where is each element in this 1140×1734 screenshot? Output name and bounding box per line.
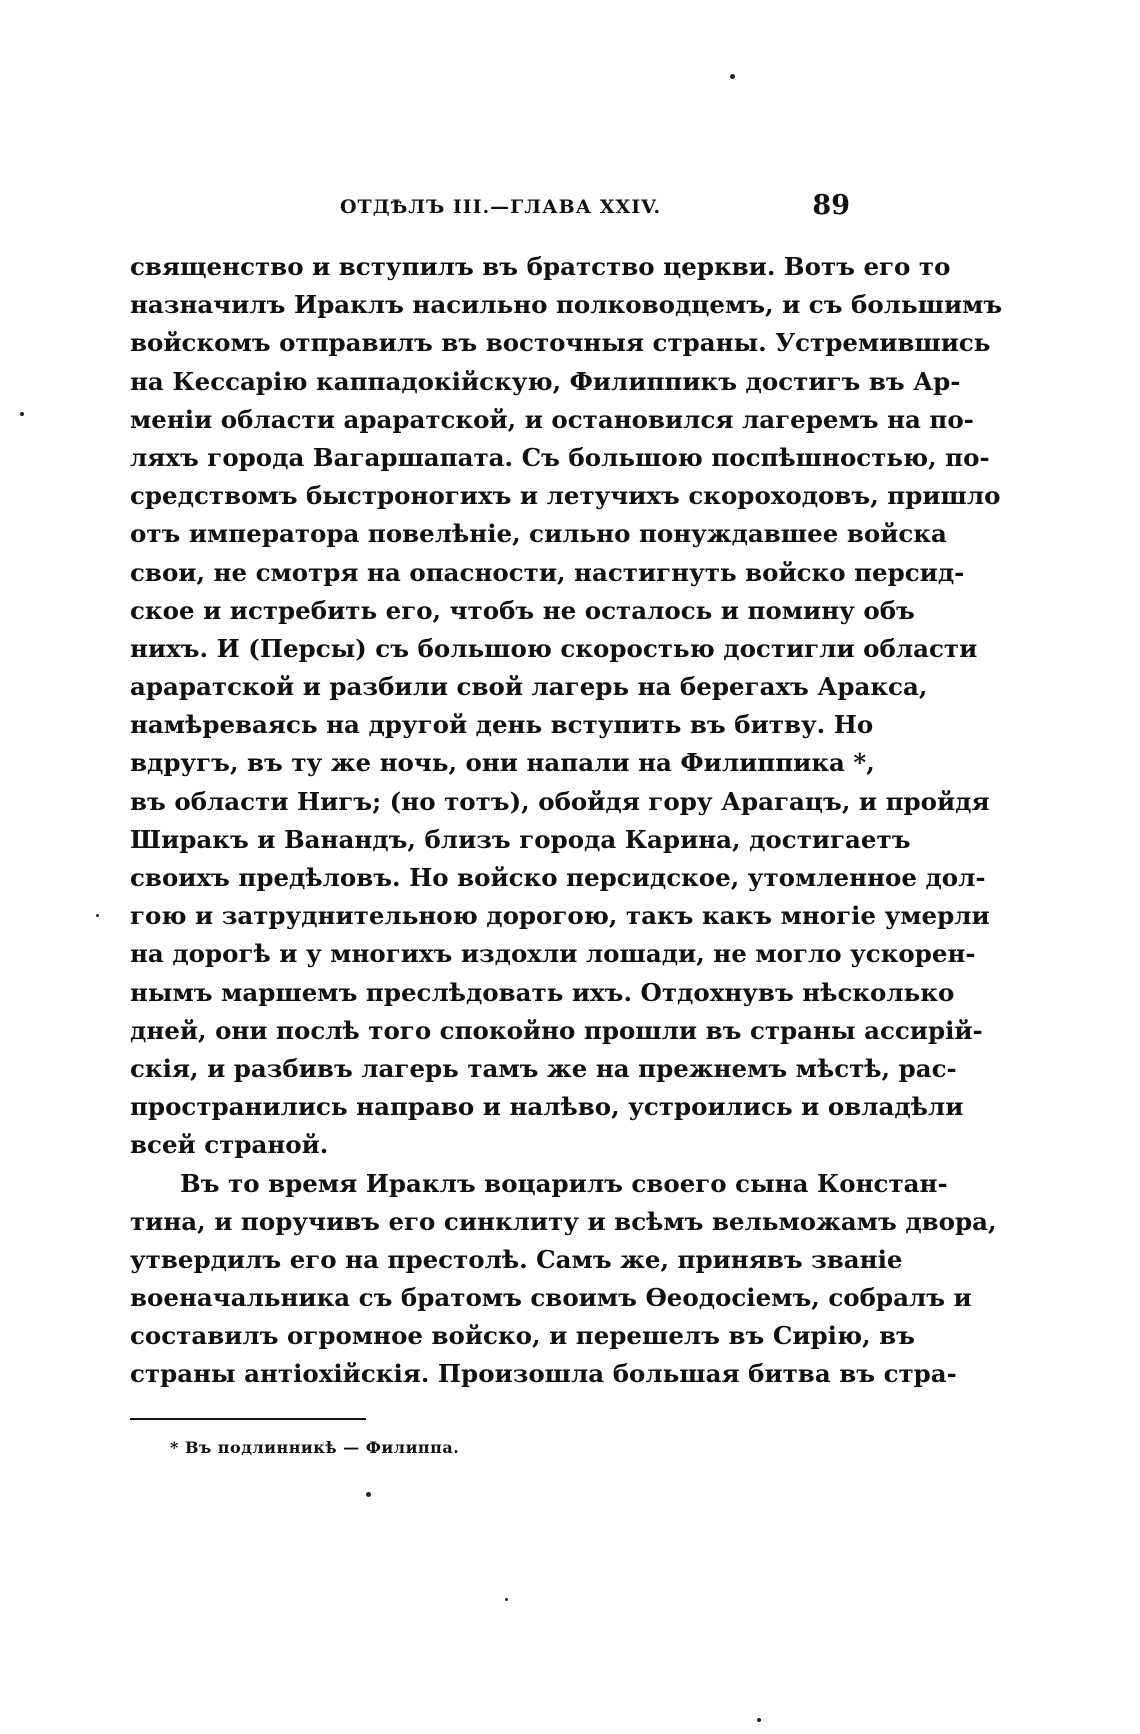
scan-speck xyxy=(96,914,99,917)
scan-speck xyxy=(20,412,24,416)
text-line: тина, и поручивъ его синклиту и всѣмъ вельможамъ двора, xyxy=(130,1206,997,1236)
text-line: скія, и разбивъ лагерь тамъ же на прежнемъ мѣстѣ, рас- xyxy=(130,1053,957,1083)
text-line: средствомъ быстроногихъ и летучихъ скороходовъ, пришло xyxy=(130,481,1001,511)
text-line: меніи области араратской, и остановился лагеремъ на по- xyxy=(130,404,974,434)
text-line: страны антіохійскія. Произошла большая битва въ стра- xyxy=(130,1359,957,1389)
text-line: нымъ маршемъ преслѣдовать ихъ. Отдохнувъ нѣсколько xyxy=(130,977,955,1007)
text-line: на дорогѣ и у многихъ издохли лошади, не могло ускорен- xyxy=(130,939,976,969)
text-line: на Кессарію каппадокійскую, Филиппикъ достигъ въ Ар- xyxy=(130,366,961,396)
text-line: нихъ. И (Персы) съ большою скоростью достигли области xyxy=(130,633,978,663)
scan-speck xyxy=(730,74,735,79)
text-line: Въ то время Ираклъ воцарилъ своего сына Констан- xyxy=(180,1168,948,1198)
text-line: свои, не смотря на опасности, настигнуть войско персид- xyxy=(130,557,965,587)
page-header xyxy=(130,190,850,230)
text-line: утвердилъ его на престолѣ. Самъ же, принявъ званіе xyxy=(130,1244,903,1274)
text-line: гою и затруднительною дорогою, такъ какъ многіе умерли xyxy=(130,901,990,931)
text-line: намѣреваясь на другой день вступить въ битву. Но xyxy=(130,710,874,740)
text-line: ляхъ города Вагаршапата. Съ большою поспѣшностью, по- xyxy=(130,442,990,472)
scan-speck xyxy=(757,1718,761,1722)
text-line: войскомъ отправилъ въ восточныя страны. Устремившись xyxy=(130,328,991,358)
text-line: священство и вступилъ въ братство церкви. Вотъ его то xyxy=(130,252,951,281)
footnote: * Въ подлинникѣ — Филиппа. xyxy=(170,1438,460,1457)
text-line: въ области Нигъ; (но тотъ), обойдя гору Арагацъ, и пройдя xyxy=(130,786,990,816)
page-number: 89 xyxy=(812,190,850,221)
text-line: составилъ огромное войско, и перешелъ въ Сирію, въ xyxy=(130,1321,915,1351)
text-line: вдругъ, въ ту же ночь, они напали на Филиппика *, xyxy=(130,748,875,778)
scan-speck xyxy=(366,1492,371,1497)
text-line: назначилъ Ираклъ насильно полководцемъ, и съ большимъ xyxy=(130,290,1003,320)
text-line: ское и истребить его, чтобъ не осталось и помину объ xyxy=(130,595,915,625)
text-line: араратской и разбили свой лагерь на берегахъ Аракса, xyxy=(130,672,928,702)
text-line: Ширакъ и Ванандъ, близъ города Карина, достигаетъ xyxy=(130,824,911,854)
footnote-rule xyxy=(130,1418,366,1420)
text-line: пространились направо и налѣво, устроились и овладѣли xyxy=(130,1092,964,1122)
running-title: ОТДѢЛЪ III.—ГЛАВА XXIV. xyxy=(340,196,662,218)
text-line: всей страной. xyxy=(130,1130,329,1160)
text-line: военачальника съ братомъ своимъ Ѳеодосіемъ, собралъ и xyxy=(130,1283,972,1313)
text-line: своихъ предѣловъ. Но войско персидское, утомленное дол- xyxy=(130,863,986,892)
scan-speck xyxy=(505,1598,508,1601)
text-line: отъ императора повелѣніе, сильно понуждавшее войска xyxy=(130,519,947,549)
body-text xyxy=(130,248,1003,1394)
text-line: дней, они послѣ того спокойно прошли въ страны ассирій- xyxy=(130,1015,983,1045)
